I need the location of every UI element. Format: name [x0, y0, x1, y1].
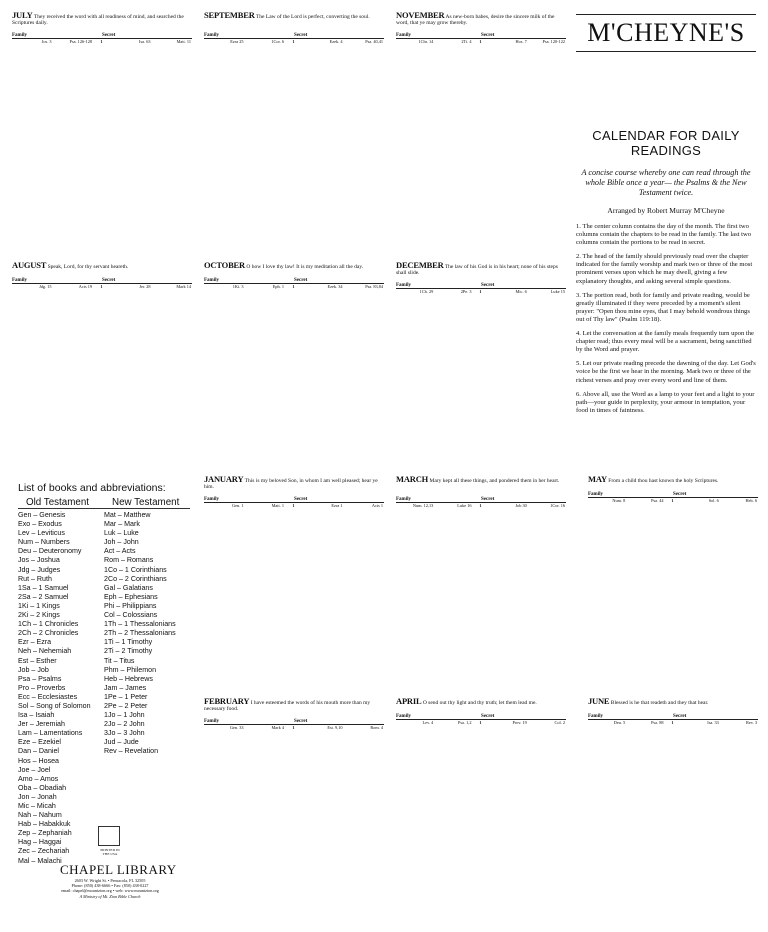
reading-cell: Psa. 40,41 [365, 39, 383, 44]
books-heading: List of books and abbreviations: [18, 482, 166, 494]
day-number: 1 [479, 720, 482, 725]
library-name: CHAPEL LIBRARY [60, 862, 177, 877]
reading-cell: Matt. 1 [271, 503, 284, 508]
reading-cell: Heb. 6 [745, 498, 757, 503]
reading-cell: 2Pe. 3 [460, 289, 472, 294]
ot-list [18, 511, 104, 866]
book-abbreviation: Zec – Zechariah [18, 847, 70, 856]
reading-row [396, 289, 566, 294]
book-abbreviation: 2Pe – 2 Peter [104, 701, 148, 710]
reading-grid [204, 39, 384, 44]
secret-label: Secret [102, 277, 116, 283]
reading-cell: Prov. 19 [512, 720, 527, 725]
reading-cell: Eph. 1 [272, 284, 284, 289]
month-verse: They received the word with all readiness of mind, and searched the Scriptures daily. [12, 14, 184, 27]
reading-cell: Psa. 120-122 [542, 39, 565, 44]
reading-cell: Psa. 126-128 [69, 39, 92, 44]
month-february [204, 698, 384, 920]
instruction-1: 1. The center column contains the day of the month. The first two columns contain the chapters to be read in the family. The last two columns contain the portions to be read in secret. [576, 223, 752, 247]
reading-row [12, 284, 192, 289]
month-december [396, 262, 566, 462]
month-name: AUGUST [12, 262, 47, 270]
old-testament-column [18, 497, 104, 866]
reading-cell: Luke 15 [550, 289, 565, 294]
day-number: 1 [479, 39, 482, 44]
reading-grid [204, 725, 384, 730]
day-number: 1 [479, 503, 482, 508]
month-april [396, 698, 566, 920]
month-verse: I have esteemed the words of his mouth more than my necessary food. [204, 700, 371, 713]
reading-cell: Luke 16 [457, 503, 472, 508]
book-abbreviation: Rom – Romans [104, 556, 154, 565]
secret-label: Secret [481, 713, 495, 719]
book-abbreviation: Jud – Jude [104, 738, 139, 747]
nt-list [104, 511, 190, 757]
book-abbreviation: Dan – Daniel [18, 747, 60, 756]
reading-cell: Mic. 6 [515, 289, 527, 294]
book-abbreviation: Joh – John [104, 538, 139, 547]
book-abbreviation: Mar – Mark [104, 520, 140, 529]
title-block [576, 12, 756, 421]
book-abbreviation: 2Ti – 2 Timothy [104, 647, 153, 656]
family-label: Family [204, 718, 219, 724]
book-abbreviation: Mic – Micah [18, 802, 56, 810]
reading-grid [12, 284, 192, 289]
reading-cell: Est. 9,10 [327, 725, 343, 730]
month-june [588, 698, 758, 920]
secret-label: Secret [481, 32, 495, 38]
reading-grid [204, 284, 384, 289]
secret-label: Secret [294, 718, 308, 724]
book-abbreviation: Sol – Song of Solomon [18, 701, 91, 710]
reading-row [396, 503, 566, 508]
reading-cell: Jdg. 15 [39, 284, 52, 289]
day-number: 1 [671, 720, 674, 725]
secret-label: Secret [481, 282, 495, 288]
book-abbreviation: Psa – Psalms [18, 674, 62, 683]
book-abbreviation: Gal – Galatians [104, 583, 153, 592]
reading-cell: Psa. 44 [651, 498, 664, 503]
reading-row [204, 284, 384, 289]
book-abbreviation: Hag – Haggai [18, 838, 62, 847]
reading-grid [396, 503, 566, 508]
logo-title: M'CHEYNE'S [587, 18, 745, 47]
book-abbreviation: 1Jo – 1 John [104, 711, 145, 720]
reading-cell: Gen. 33 [229, 725, 244, 730]
book-abbreviation: Deu – Deuteronomy [18, 547, 82, 556]
month-name: DECEMBER [396, 262, 444, 270]
reading-cell: Acts 1 [371, 503, 383, 508]
month-march [396, 476, 566, 696]
book-abbreviation: Eph – Ephesians [104, 592, 158, 601]
book-abbreviation: Est – Esther [18, 656, 57, 665]
book-abbreviation: Amo – Amos [18, 774, 59, 783]
book-abbreviation: Jer – Jeremiah [18, 720, 65, 729]
book-abbreviation: 2Ki – 2 Kings [18, 611, 60, 620]
month-verse: This is my beloved Son, in whom I am well pleased; hear ye him. [204, 478, 378, 491]
book-abbreviation: Zep – Zephaniah [18, 829, 72, 838]
book-abbreviation: Ecc – Ecclesiastes [18, 692, 78, 701]
reading-row [588, 720, 758, 725]
reading-cell: Hos. 7 [515, 39, 527, 44]
month-january [204, 476, 384, 696]
book-abbreviation: Num – Numbers [18, 538, 70, 547]
tagline: A concise course whereby one can read through the whole Bible once a year— the Psalms & the New Testament twice. [581, 168, 751, 197]
secret-label: Secret [673, 713, 687, 719]
book-abbreviation: Nah – Nahum [18, 811, 62, 820]
reading-cell: Num. 12,13 [412, 503, 434, 508]
book-abbreviation: 1Pe – 1 Peter [104, 692, 148, 701]
book-abbreviation: Mal – Malachi [18, 856, 62, 865]
family-label: Family [204, 496, 219, 502]
day-number: 1 [292, 725, 295, 730]
family-label: Family [12, 277, 27, 283]
month-november [396, 12, 566, 252]
day-number: 1 [479, 289, 482, 294]
reading-cell: Lev. 4 [422, 720, 434, 725]
books-list [18, 482, 190, 866]
book-abbreviation: Ezr – Ezra [18, 638, 52, 647]
book-abbreviation: Lam – Lamentations [18, 729, 83, 738]
book-abbreviation: Lev – Leviticus [18, 529, 65, 538]
book-abbreviation: Hos – Hosea [18, 756, 60, 765]
reading-cell: Isa. 63 [139, 39, 151, 44]
reading-grid [204, 503, 384, 508]
family-label: Family [396, 496, 411, 502]
reading-cell: 1Chr. 14 [418, 39, 434, 44]
book-abbreviation: Eze – Ezekiel [18, 738, 61, 747]
month-verse: Mary kept all these things, and pondered them in her heart. [429, 478, 560, 484]
reading-cell: Ezra 25 [230, 39, 244, 44]
month-may [588, 476, 758, 696]
reading-row [588, 498, 758, 503]
book-abbreviation: Luk – Luke [104, 529, 139, 538]
instruction-2: 2. The head of the family should previously read over the chapter indicated for the family worship and mark two or three of the most prominent verses upon which he may dwell, giving a few explanatory thoughts, and asking several simple questions. [576, 253, 753, 285]
author-line: Arranged by Robert Murray M'Cheyne [607, 206, 725, 215]
month-verse: The Law of the Lord is perfect, converting the soul. [255, 14, 370, 20]
month-verse: From a child thou hast known the holy Scriptures. [608, 478, 719, 484]
reading-cell: Acts 19 [78, 284, 92, 289]
month-name: JANUARY [204, 476, 244, 484]
month-verse: O how I love thy law! It is my meditation all the day. [246, 264, 364, 270]
instructions [576, 223, 756, 415]
reading-cell: Mark 14 [176, 284, 191, 289]
reading-row [12, 39, 192, 44]
instruction-5: 5. Let our private reading precede the dawning of the day. Let God's voice be the first we hear in the morning. Mark two or three of the richest verses and pray over every word and line of them. [576, 360, 756, 384]
book-abbreviation: Pro – Proverbs [18, 683, 66, 692]
reading-cell: Matt. 11 [176, 39, 191, 44]
reading-cell: Ezek. 4 [329, 39, 343, 44]
reading-cell: Mark 4 [271, 725, 284, 730]
reading-cell: Num. 8 [612, 498, 626, 503]
book-abbreviation: Phi – Philippians [104, 601, 157, 610]
book-abbreviation: 2Ch – 2 Chronicles [18, 629, 79, 638]
instruction-3: 3. The portion read, both for family and private reading, would be greatly illuminated if they were preceded by a moment's silent prayer: "Open thou mine eyes, that I may behold wondrous things out of Thy law" (Psalm 119:18). [576, 291, 750, 323]
reading-grid [396, 289, 566, 294]
reading-cell: 1Cor. 6 [271, 39, 284, 44]
book-abbreviation: Exo – Exodus [18, 520, 62, 529]
family-label: Family [588, 713, 603, 719]
reading-grid [396, 720, 566, 725]
book-abbreviation: Joe – Joel [18, 765, 51, 774]
reading-cell: Isa. 33 [707, 720, 719, 725]
reading-cell: Jer. 28 [139, 284, 151, 289]
reading-row [396, 39, 566, 44]
book-abbreviation: Jos – Joshua [18, 556, 60, 565]
reading-cell: Psa. 88 [651, 720, 664, 725]
reading-cell: Gen. 1 [232, 503, 244, 508]
reading-row [204, 725, 384, 730]
book-abbreviation: Act – Acts [104, 547, 136, 556]
book-abbreviation: 2Th – 2 Thessalonians [104, 629, 176, 638]
reading-row [396, 720, 566, 725]
new-testament-column [104, 497, 190, 866]
reading-cell: Sol. 6 [708, 498, 719, 503]
reading-cell: Jos. 3 [41, 39, 52, 44]
book-abbreviation: Mat – Matthew [104, 511, 151, 519]
book-abbreviation: Phm – Philemon [104, 665, 157, 674]
family-label: Family [12, 32, 27, 38]
month-name: JUNE [588, 698, 610, 706]
reading-cell: Psa. 1,2 [458, 720, 472, 725]
title-rule [576, 14, 756, 15]
book-abbreviation: Heb – Hebrews [104, 674, 153, 683]
family-label: Family [396, 713, 411, 719]
reading-cell: 1Ch. 29 [419, 289, 434, 294]
library-address: 2603 W. Wright St. • Pensacola, FL 32505 Phone: (850) 438-6666 • Fax: (850) 438-0227 email: chapel@mountzion.org • web: www.mountzion.org A Ministry of Mt. Zion Bible Church [61, 878, 159, 899]
book-abbreviation: 1Ki – 1 Kings [18, 601, 60, 610]
printed-note: PRINTED IN THE USA [100, 848, 120, 856]
month-name: SEPTEMBER [204, 12, 255, 20]
book-abbreviation: 2Sa – 2 Samuel [18, 592, 69, 601]
book-abbreviation: Job – Job [18, 665, 49, 674]
ot-heading: Old Testament [18, 497, 104, 509]
book-abbreviation: 1Th – 1 Thessalonians [104, 620, 176, 629]
month-verse: Blessed is he that readeth and they that hear. [610, 700, 709, 706]
secret-label: Secret [673, 491, 687, 497]
secret-label: Secret [481, 496, 495, 502]
reading-grid [396, 39, 566, 44]
month-october [204, 262, 384, 462]
book-abbreviation: Jam – James [104, 683, 147, 692]
family-label: Family [588, 491, 603, 497]
day-number: 1 [292, 503, 295, 508]
reading-cell: Psa. 83,84 [365, 284, 383, 289]
secret-label: Secret [294, 277, 308, 283]
family-label: Family [204, 32, 219, 38]
book-abbreviation: 1Co – 1 Corinthians [104, 565, 167, 574]
book-abbreviation: 1Sa – 1 Samuel [18, 583, 69, 592]
family-label: Family [396, 32, 411, 38]
book-abbreviation: Rev – Revelation [104, 747, 159, 756]
reading-row [204, 39, 384, 44]
page-subtitle: CALENDAR FOR DAILY READINGS [592, 128, 740, 158]
book-abbreviation: 1Ti – 1 Timothy [104, 638, 153, 647]
month-verse: O send out thy light and thy truth; let them lead me. [422, 700, 537, 706]
month-name: NOVEMBER [396, 12, 445, 20]
reading-cell: Col. 2 [554, 720, 565, 725]
book-abbreviation: Gen – Genesis [18, 511, 66, 519]
day-number: 1 [100, 39, 103, 44]
book-abbreviation: Jon – Jonah [18, 792, 57, 801]
book-abbreviation: Oba – Obadiah [18, 783, 67, 792]
book-abbreviation: 1Ch – 1 Chronicles [18, 620, 79, 629]
book-abbreviation: Neh – Nehemiah [18, 647, 72, 656]
secret-label: Secret [102, 32, 116, 38]
month-name: APRIL [396, 698, 422, 706]
month-name: OCTOBER [204, 262, 245, 270]
reading-cell: Ezra 1 [331, 503, 343, 508]
nt-heading: New Testament [104, 497, 190, 509]
secret-label: Secret [294, 496, 308, 502]
book-abbreviation: Isa – Isaiah [18, 711, 55, 720]
book-abbreviation: Rut – Ruth [18, 574, 52, 583]
globe-logo-icon [98, 826, 120, 846]
instruction-6: 6. Above all, use the Word as a lamp to your feet and a light to your path—your guide in perplexity, your armour in temptation, your food in times of faintness. [576, 390, 755, 414]
family-label: Family [396, 282, 411, 288]
month-verse: Speak, Lord, for thy servant heareth. [47, 264, 129, 270]
reading-cell: 2Ti. 4 [461, 39, 472, 44]
reading-cell: 1Ki. 3 [232, 284, 244, 289]
book-abbreviation: Col – Colossians [104, 611, 158, 620]
reading-cell: Job 30 [515, 503, 527, 508]
reading-cell: 1Cor. 16 [550, 503, 565, 508]
secret-label: Secret [294, 32, 308, 38]
book-abbreviation: 3Jo – 3 John [104, 729, 145, 738]
day-number: 1 [100, 284, 103, 289]
book-abbreviation: 2Jo – 2 John [104, 720, 145, 729]
month-name: MARCH [396, 476, 429, 484]
month-july [12, 12, 192, 252]
family-label: Family [204, 277, 219, 283]
reading-cell: Rev. 3 [746, 720, 757, 725]
reading-grid [12, 39, 192, 44]
reading-grid [588, 498, 758, 503]
reading-cell: Ezek. 34 [327, 284, 343, 289]
book-abbreviation: 2Co – 2 Corinthians [104, 574, 167, 583]
month-verse: The law of his God is in his heart; none of his steps shall slide. [396, 264, 558, 277]
reading-cell: Rom. 4 [370, 725, 383, 730]
title-rule [576, 51, 756, 52]
day-number: 1 [292, 39, 295, 44]
instruction-4: 4. Let the conversation at the family meals frequently turn upon the chapter read; thus every meal will be a sacrament, being sanctified by the Word and prayer. [576, 330, 754, 354]
book-abbreviation: Tit – Titus [104, 656, 135, 665]
month-september [204, 12, 384, 252]
month-verse: As new-born babes, desire the sincere milk of the word, that ye may grow thereby. [396, 14, 555, 27]
reading-row [204, 503, 384, 508]
month-august [12, 262, 192, 462]
month-name: MAY [588, 476, 607, 484]
day-number: 1 [671, 498, 674, 503]
month-name: FEBRUARY [204, 698, 250, 706]
book-abbreviation: Hab – Habakkuk [18, 820, 71, 829]
reading-grid [588, 720, 758, 725]
book-abbreviation: Jdg – Judges [18, 565, 61, 574]
month-name: JULY [12, 12, 33, 20]
day-number: 1 [292, 284, 295, 289]
reading-cell: Deu. 5 [613, 720, 626, 725]
